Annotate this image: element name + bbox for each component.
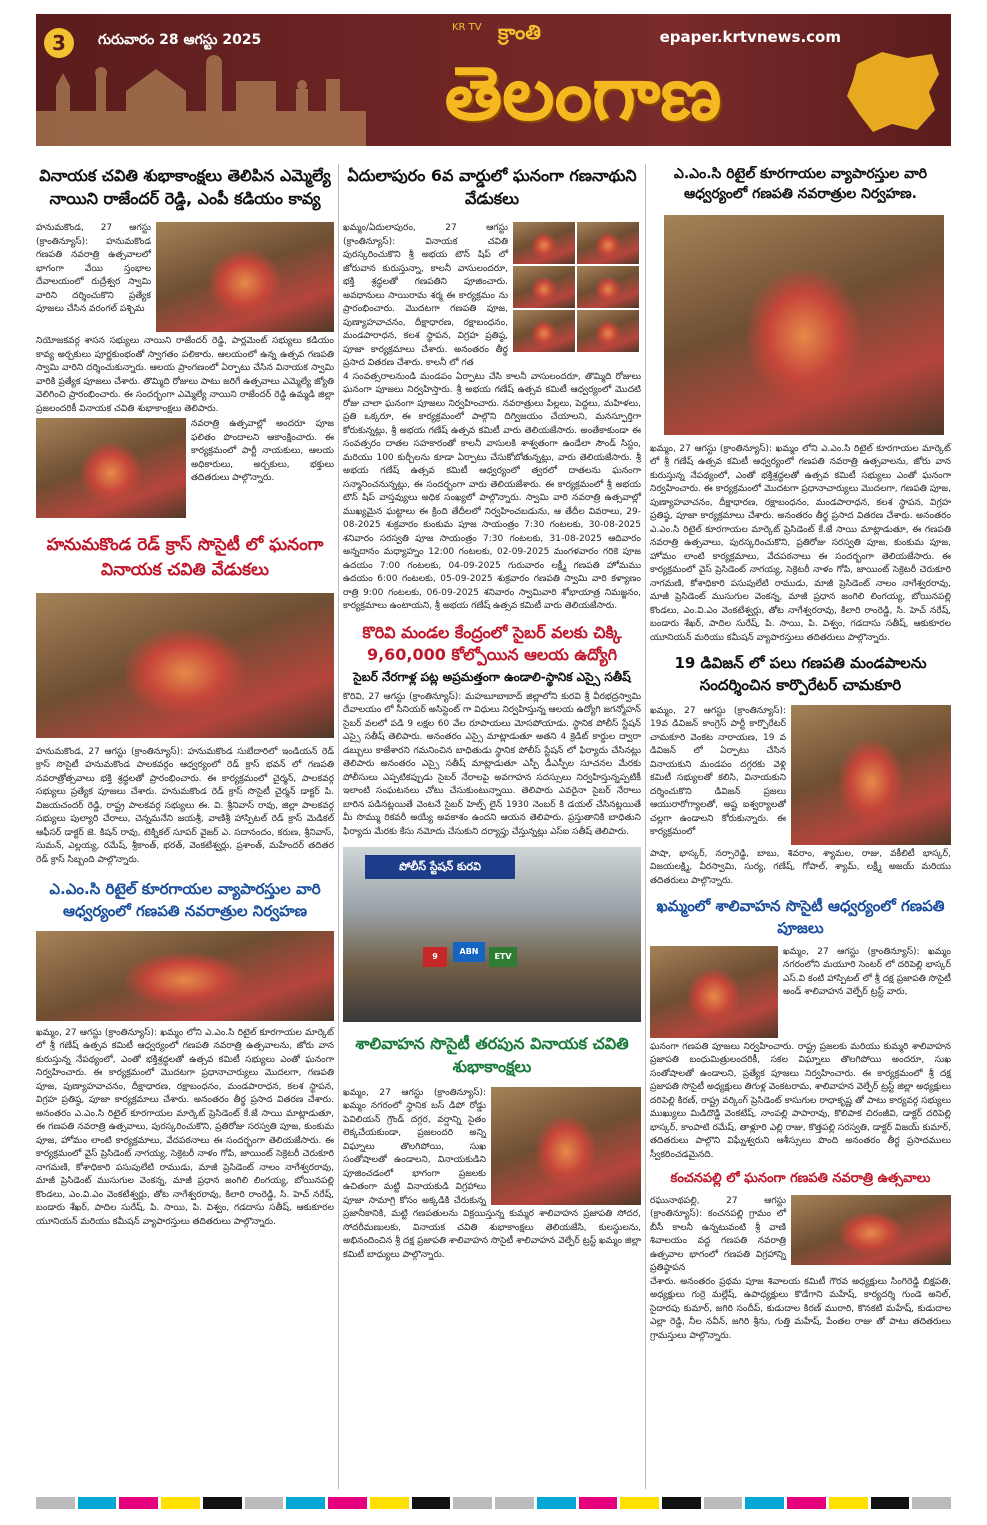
color-swatch xyxy=(912,1497,951,1509)
color-swatch xyxy=(370,1497,409,1509)
article-red-cross xyxy=(36,533,334,867)
article-amc-market-col3 xyxy=(650,164,951,645)
color-swatch xyxy=(203,1497,242,1509)
brand-kranthi: క్రాంతి xyxy=(498,20,541,44)
column-divider-2 xyxy=(645,164,646,1489)
headline-amc-market-col3: ఎ.ఎం.సి రిటైల్ కూరగాయల వ్యాపారస్తుల వారి ఆధ్వర్యంలో గణపతి నవరాత్రుల నిర్వహణ. xyxy=(673,166,928,203)
column-1 xyxy=(36,164,334,1229)
headline-edulapuram: ఏదులాపురం 6వ వార్డులో ఘనంగా గణనాథుని వేడుకలు xyxy=(347,166,637,209)
color-swatch xyxy=(495,1497,534,1509)
body-amc-market-col3: ఖమ్మం, 27 ఆగస్టు (క్రాంతిన్యూస్): ఖమ్మం లోని ఎ.ఎం.సి రిటైల్ కూరగాయల మార్కెట్ లో శ్రీ గణేష్ ఉత్సవ కమిటీ ఆధ్వర్యంలో గణపతి నవరాత్రి ఉత్సవాలను, జోరు వాన కురుస్తున్న నేపథ్యంలో, ఎంతో భక్తిశ్రద్ధలతో ఉత్సవ కమిటీ సభ్యులు ఎంతో ఘనంగా నిర్వహించారు. ఈ కార్యక్రమంలో మొదటగా ప్రధానాచార్యులు మొదలగా, గణపతి పూజ, పుణ్యాహవాచనం, దీక్షాధారణ, రక్షాబంధనం, మండపారాధన, కలశ స్థాపన, విగ్రహ ప్రతిష్ఠ, పూజా కార్యక్రమాలు చేశారు. అనంతరం తీర్థ ప్రసాద వితరణ చేశారు. అనంతరం ఎ.ఎం.సి రిటైల్ కూరగాయల మార్కెట్ ప్రెసిడెంట్ కే.జే సాయి మాట్లాడుతూ, ఈ గణపతి నవరాత్రి ఉత్సవాలు, పురస్కరించుకొని, ప్రతిరోజు సరస్వతి పూజ, కుంకుమ పూజ, హోమం లాంటి కార్యక్రమాలు, వేదపఠనాలు ఈ సందర్భంగా తెలియజేసారు. ఈ కార్యక్రమంలో వైస్ ప్రెసిడెంట్ నాగయ్య, సెక్రెటరీ నాళం గోపి, జాయింట్ సెక్రెటరీ చెరుకూరి నాగమణి, కోశాధికారి పసుపులేటి రాముడు, మాజీ ప్రెసిడెంట్ నాలం నాగేశ్వరరావు, మాజీ ప్రెసిడెంట్ ముసుగుల వెంకన్న, మాజీ ప్రధాన జంగిలి లింగయ్య, బోయినపల్లి కొండలు, ఎం.వి.ఎం వెంకటేశ్వర్లు, తోట నాగేశ్వరరావు, కిలారి రాంరెడ్డి, సి. హెచ్ నరేష్, బండారు శేఖర్, పాదిల సురేష్, పి. సాయి, పి. విశ్వం, గడదాసు సతీష్, ఆకుకూరల యూనియన్ మరియు కమీషన్ వ్యాపారస్తులు తదితరులు పాల్గొన్నారు. xyxy=(650,443,951,643)
color-swatch xyxy=(787,1497,826,1509)
body-edulapuram-2: 4 సంవత్సరాలనుండి మండపం ఏర్పాటు చేసి కాలనీ వాసులందరూ, తొమ్మిది రోజులు ఘనంగా పూజలు నిర్వహిస్తారు. శ్రీ అభయ గణేష్ ఉత్సవ కమిటీ ఆధ్వర్యంలో మొదటి రోజు చాలా ఘనంగా పూజలు నిర్వహించారు. నవరాత్రులు పిల్లలు, పెద్దలు, మహిళలు, ప్రతి ఒక్కరూ, ఈ కార్యక్రమంలో పాల్గొని దిగ్విజయం చేయాలని, మనస్ఫూర్తిగా కోరుకున్నట్లు, శ్రీ అభయ గణేష్ ఉత్సవ కమిటీ వారు తెలియజేసారు. అంతేకాకుండా ఈ సంవత్సరం దాతల సహకారంతో కాలనీ వాసులకి శాశ్వతంగా ఉండేలా సౌండ్ సిస్టం, మరియు 100 కుర్చీలను కూడా ఏర్పాటు చేసుకోబోతున్నట్లు, వారు తెలియజేసారు. శ్రీ అభయ గణేష్ ఉత్సవ కమిటీ ఆధ్వర్యంలో త్వరలో దాతలను ఘనంగా సన్మానించనున్నట్లు, ఈ సందర్భంగా వారు తెలియజేశారు. ఈ కార్యక్రమంలో శ్రీ అభయ టౌన్ షిప్ వాస్తవ్యులు అధిక సంఖ్యలో పాల్గొన్నారు. స్వామి వారి నవరాత్రి ఉత్సవాల్లో ముఖ్యమైన ఘట్టాలు ఈ క్రింది తేదీలలో నిర్వహించబడును, ఆ తేదీల వివరాలు, 29-08-2025 శుక్రవారం కుంకుమ పూజ సాయంత్రం 7:30 గంటలకు, 30-08-2025 శనివారం సరస్వతి పూజ సాయంత్రం 7:30 గంటలకు, 31-08-2025 ఆదివారం అన్నదానం మధ్యాహ్నం 12:00 గంటలకు, 02-09-2025 మంగళవారం గరికె పూజ ఉదయం 7:00 గంటలకు, 04-09-2025 గురువారం లక్ష్మీ గణపతి హోమము ఉదయం 6:00 గంటలకు, 05-09-2025 శుక్రవారం గణపతి స్వామి వారి కళ్యాణం రాత్రి 9:00 గంటలకు, 06-09-2025 శనివారం స్వామివారి శోభాయాత్ర నిమజ్జనం, కార్యక్రమాలు ఉంటాయని, శ్రీ అభయ గణేష్ ఉత్సవ కమిటీ వారు తెలియజేసారు. xyxy=(343,371,641,612)
photo-mla-puja xyxy=(36,418,186,518)
photo-edulapuram-5 xyxy=(513,310,575,352)
body-red-cross: హనుమకొండ, 27 ఆగస్టు (క్రాంతిన్యూస్): హనుమకొండ సుబేదారిలో ఇండియన్ రెడ్ క్రాస్ సొసైటీ హనుమకొండ పాలకవర్గం ఆధ్వర్యంలో రెడ్ క్రాస్ భవన్ లో గణపతి నవరాత్రోత్సవాలు భక్తి శ్రద్ధలతో ప్రారంభించారు. ఈ కార్యక్రమంలో చైర్మన్, పాలకవర్గ సభ్యులు ప్రత్యేక పూజలు చేశారు. హనుమకొండ రెడ్ క్రాస్ సొసైటీ చైర్మన్ డాక్టర్ పి. విజయచందర్ రెడ్డి, రాష్ట్ర పాలకవర్గ సభ్యులు ఈ. వి. శ్రీనివాస్ రావు, జిల్లా పాలకవర్గ సభ్యులు పుల్యారి చేరాలు, చెన్నమనేని జయశ్రీ, వాణిశ్రీ హాస్పిటల్ రెడ్ క్రాస్ మెడికల్ ఆఫీసర్ డాక్టర్ జె. కిషన్ రావు, టెక్నికల్ సూపర్ వైజర్ ఎ. సదానందం, కరుణ, శ్రీనివాస్, సుమన్, ఎల్లయ్య, రమేష్, శ్రీకాంత్, భరత్, వెంకటేశ్వర్లు, ప్రశాంత్, మహేందర్ తదితర రెడ్ క్రాస్ సిబ్బంది పాల్గొన్నారు. xyxy=(36,746,334,865)
color-swatch xyxy=(453,1497,492,1509)
masthead-title: తెలంగాణ xyxy=(444,51,722,137)
color-swatch xyxy=(36,1497,75,1509)
body-shalivahana-greetings: ఖమ్మం, 27 ఆగస్టు (క్రాంతిన్యూస్): ఖమ్మం నగరంలో స్థానిక బస్ డిపో రోడ్డు పెవిలియన్ గ్రౌండ్ దగ్గర, వర్షాన్ని సైతం లెక్కచేయకుండా, ప్రజలందరి అన్ని విఘ్నాలు తొలగిపోయి, సుఖ సంతోషాలతో ఉండాలని, వినాయకుడిని పూజించడంలో భాగంగా ప్రజలకు ఉచితంగా మట్టి వినాయకుడి విగ్రహాలు పూజా సామాగ్రి కోసం అక్కడికి చేరుకున్న ప్రజానీకానికి, మట్టి గణపతులను విక్రయిస్తున్న కుమ్మర శాలివాహన ప్రజాపతి సోదర, సోదరీమణులకు, వినాయక చవితి శుభాకాంక్షలు తెలియజేసి, కులస్థులను, అభినందించిన శ్రీ దక్ష ప్రజాపతి శాలివాహన సొసైటీ శాలివాహన వెల్ఫేర్ ట్రస్ట్ ఖమ్మం జిల్లా కమిటీ బాధ్యులు పాల్గొన్నారు. xyxy=(343,1087,641,1260)
body-kanchanapalli-2: చేశారు. అనంతరం ప్రథమ పూజ శివాలయ కమిటీ గౌరవ అధ్యక్షులు సింగిరెడ్డి బిక్షపతి, అధ్యక్షులు గుర్రె మల్లేష్, ఉపాధ్యక్షులు కొడేగాని మహేష్, కార్యదర్శి గుండె అనిల్, సైదారపు కుమార్, జగిరి సందీప్, కుడుదాల కిరణ్ మురారి, కొనకటి మహేష్, కుడుదాల ఎల్లా రెడ్డి, నీల నవీన్, జగిరి శ్రీను, గుత్తి మహేష్, పేంతల రాజు తో పాటు తదితరులు గ్రామస్తులు పాల్గొన్నారు. xyxy=(650,1276,951,1341)
police-station-sign: పోలీస్ స్టేషన్ కురవి xyxy=(365,855,515,879)
body-corporator-visit-2: పాషా, భాస్కర్, నర్సారెడ్డి, బాబు, శివరాం, శ్యామల, రాజు, వకీలిటీ భాస్కర్, విజయలక్ష్మి, వీరస్వామి, సుర్య, గణేష్, గోపాల్, శ్యామ్, లక్ష్మీ అజయ్ మరియు తదితరులు పాల్గొన్నారు. xyxy=(650,848,951,886)
headline-kanchanapalli: కంచనపల్లి లో ఘనంగా గణపతి నవరాత్రి ఉత్సవాలు xyxy=(670,1171,931,1187)
body-corporator-visit-1: ఖమ్మం, 27 ఆగస్టు (క్రాంతిన్యూస్): 19వ డివిజన్ కాంగ్రెస్ పార్టీ కార్పొరేటర్ చామకూరి వెంకట నారాయణ, 19 వ డివిజన్ లో ఏర్పాటు చేసిన వినాయకుని మండపం దగ్గరకు వెళ్లి కమిటీ సభ్యులతో కలిసి, వినాయకుని దర్శించుకొని డివిజన్ ప్రజలు ఆయురారోగ్యాలతో, అష్ట ఐశ్వర్యాలతో చల్లగా ఉండాలని కోరుకున్నారు. ఈ కార్యక్రమంలో xyxy=(650,705,786,838)
masthead xyxy=(36,14,951,146)
brand-krtv: KR TV xyxy=(452,22,482,33)
body-amc-market-col1: ఖమ్మం, 27 ఆగస్టు (క్రాంతిన్యూస్): ఖమ్మం లోని ఎ.ఎం.సి రిటైల్ కూరగాయల మార్కెట్ లో శ్రీ గణేష్ ఉత్సవ కమిటీ ఆధ్వర్యంలో గణపతి నవరాత్రి ఉత్సవాలను, జోరు వాన కురుస్తున్న నేపథ్యంలో, ఎంతో భక్తిశ్రద్ధలతో ఉత్సవ కమిటీ సభ్యులు ఎంతో ఘనంగా నిర్వహించారు. ఈ కార్యక్రమంలో మొదటగా ప్రధానాచార్యులు మొదలగా, గణపతి పూజ, పుణ్యాహవాచనం, దీక్షాధారణ, రక్షాబంధనం, మండపారాధన, కలశ స్థాపన, విగ్రహ ప్రతిష్ఠ, పూజా కార్యక్రమాలు చేశారు. అనంతరం తీర్థ ప్రసాద వితరణ చేశారు. అనంతరం ఎ.ఎం.సి రిటైల్ కూరగాయల మార్కెట్ ప్రెసిడెంట్ కే.జే సాయి మాట్లాడుతూ, ఈ గణపతి నవరాత్రి ఉత్సవాలు, పురస్కరించుకొని, ప్రతిరోజు సరస్వతి పూజ, కుంకుమ పూజ, హోమం లాంటి కార్యక్రమాలు, వేదపఠనాలు ఈ సందర్భంగా తెలియజేసారు. ఈ కార్యక్రమంలో వైస్ ప్రెసిడెంట్ నాగయ్య, సెక్రెటరీ నాళం గోపి, జాయింట్ సెక్రెటరీ చెరుకూరి నాగమణి, కోశాధికారి పసుపులేటి రాముడు, మాజీ ప్రెసిడెంట్ నాలం నాగేశ్వరరావు, మాజీ ప్రెసిడెంట్ ముసుగుల వెంకన్న, మాజీ ప్రధాన జంగిలి లింగయ్య, బోయినపల్లి కొండలు, ఎం.వి.ఎం వెంకటేశ్వర్లు, తోట నాగేశ్వరరావు, కిలారి రాంరెడ్డి, సి. హెచ్ నరేష్, బండారు శేఖర్, పాదిల సురేష్, పి. సాయి, పి. విశ్వం, గడదాసు సతీష్, ఆకుకూరల యూనియన్ మరియు కమీషన్ వ్యాపారస్తులు తదితరులు పాల్గొన్నారు. xyxy=(36,1027,334,1227)
photo-shalivahana-greetings xyxy=(491,1087,641,1205)
body-cyber-fraud: కొరివి, 27 ఆగస్టు (క్రాంతిన్యూస్): మహబూబాబాద్ జిల్లాలోని కురవి శ్రీ వీరభద్రస్వామి దేవాలయం లో సీనియర్ అసిస్టెంట్ గా విధులు నిర్వహిస్తున్న ఆలయ ఉద్యోగి జగన్మోహన్ సైబర్ వలలో పడి 9 లక్షల 60 వేల రూపాయలు మోసపోయాడు. స్థానిక పోలీస్ స్టేషన్ ఎస్సై సతీష్ తెలిపారు. అనంతరం ఎస్సై మాట్లాడుతూ అతని 4 క్రెడిట్ కార్డుల ద్వారా డబ్బులు కాజేశారని గమనించిన బాధితుడు స్థానిక పోలీస్ స్టేషన్ లో ఫిర్యాదు చేసినట్లు తెలిపారు అనంతరం ఎస్సై సతీష్ మాట్లాడుతూ ఎస్పీ డీఎస్పీల సూచనల మేరకు పోలీసులు ఎప్పటికప్పుడు సైబర్ నేరాలపై అవగాహన సదస్సులు నిర్వహిస్తున్నప్పటికీ ఇలాంటి సంఘటనలు చోటు చేసుకుంటున్నాయి. తెలిపారు ఎవరైనా సైబర్ నేరాలు బారిన పడినట్లయితే వెంటనే సైబర్ హెల్ప్ లైన్ 1930 నెంబర్ కి డయల్ చేసినట్లయితే మీ సొమ్ము రికవరీ అయ్యే అవకాశం ఉందని ఆయన తెలిపారు. ప్రస్తుతానికి బాధితుని ఫిర్యాదు మేరకు కేసు నమోదు చేసుకుని దర్యాప్తు చేస్తున్నట్లు ఎస్ఐ సతీష్ తెలిపారు. xyxy=(343,691,641,837)
photo-amc-market-col1 xyxy=(36,931,334,1021)
photo-edulapuram-3 xyxy=(513,266,575,308)
monument-skyline-icon xyxy=(36,51,366,146)
article-amc-market-col1 xyxy=(36,879,334,1229)
color-swatch xyxy=(704,1497,743,1509)
body-mla-greetings-3: నవరాత్రి ఉత్సవాల్లో అందరూ పూజ ఫలితం పొందాలని ఆకాంక్షించారు. ఈ కార్యక్రమంలో పార్టీ నాయకులు, ఆలయ అధికారులు, అర్చకులు, భక్తులు తదితరులు పాల్గొన్నారు. xyxy=(191,419,334,484)
photo-red-cross xyxy=(36,593,334,738)
photo-kanchanapalli xyxy=(791,1195,951,1265)
color-swatch xyxy=(537,1497,576,1509)
headline-shalivahana-puja: ఖమ్మంలో శాలివాహన సొసైటీ ఆధ్వర్యంలో గణపతి పూజలు xyxy=(656,897,945,937)
article-cyber-fraud xyxy=(343,622,641,1022)
photo-grid-edulapuram xyxy=(513,222,641,354)
mic-label-2: ETV xyxy=(489,947,517,967)
article-corporator-visit xyxy=(650,653,951,888)
color-swatch xyxy=(579,1497,618,1509)
body-mla-greetings-1: హనుమకొండ, 27 ఆగస్టు (క్రాంతిన్యూస్): హనుమకొండ గణపతి నవరాత్రి ఉత్సవాలలో భాగంగా వేయి స్తంభాల దేవాలయంలో రుద్రేశ్వర స్వామి వారిని దర్శించుకొని ప్రత్యేక పూజలు చేసిన వరంగల్ పశ్చిమ xyxy=(36,223,151,315)
article-shalivahana-puja xyxy=(650,896,951,1162)
photo-edulapuram-6 xyxy=(577,310,639,352)
column-3 xyxy=(650,164,951,1343)
body-mla-greetings-2: నియోజకవర్గ శాసన సభ్యులు నాయిని రాజేందర్ రెడ్డి, పార్లమెంట్ సభ్యులు కడియం కావ్య అర్చకులు పూర్ణకుంభంతో స్వాగతం పలికారు. ఆలయంలో ఉన్న ఉత్సవ గణపతి స్వామి వారిని దర్శించుకున్నారు. ఆలయ ప్రాంగణంలో ఏర్పాటు చేసిన వినాయక స్వామి వారికి ప్రత్యేక పూజలు చేశారు. తొమ్మిది రోజులు పాటు జరిగే ఉత్సవాలు ఎమ్మెల్యే జ్యోతి వెలిగించి ప్రారంభించారు. ఈ సందర్భంగా ఎమ్మెల్యే నాయిని రాజేందర్ రెడ్డి ఉమ్మడి జిల్లా ప్రజలందరికీ వినాయక చవితి శుభాకాంక్షలు తెలిపారు. xyxy=(36,336,334,414)
color-swatch xyxy=(78,1497,117,1509)
column-divider-1 xyxy=(338,164,339,1489)
color-swatch xyxy=(286,1497,325,1509)
page-number: 3 xyxy=(44,28,74,58)
telangana-map-icon xyxy=(837,44,947,139)
headline-cyber-fraud: కొరివి మండల కేంద్రంలో సైబర్ వలకు చిక్కి 9,60,000 కోల్పోయిన ఆలయ ఉద్యోగి xyxy=(362,622,622,665)
photo-shalivahana-puja xyxy=(650,946,778,1038)
body-shalivahana-puja-1: ఖమ్మం, 27 ఆగస్టు (క్రాంతిన్యూస్): ఖమ్మం నగరంలోని మయూరి సెంటర్ లో దరిపెల్లి భాస్కర్ ఎస్.వి కంటి హాస్పిటల్ లో శ్రీ దక్ష ప్రజాపతి సొసైటీ అండ్ శాలివాహన వెల్ఫేర్ ట్రస్ట్ వారు, xyxy=(783,946,951,998)
headline-red-cross: హనుమకొండ రెడ్ క్రాస్ సొసైటీ లో ఘనంగా వినాయక చవితి వేడుకలు xyxy=(46,535,324,581)
color-swatch xyxy=(412,1497,451,1509)
headline-shalivahana-greetings: శాలివాహన సొసైటీ తరపున వినాయక చవితి శుభాకాంక్షలు xyxy=(355,1034,629,1077)
headline-amc-market-col1: ఎ.ఎం.సి రిటైల్ కూరగాయల వ్యాపారస్తుల వారి ఆధ్వర్యంలో గణపతి నవరాత్రుల నిర్వహణ xyxy=(49,880,321,920)
photo-corporator-visit xyxy=(791,705,951,845)
photo-amc-market-col3 xyxy=(664,215,944,435)
issue-date: గురువారం 28 ఆగస్టు 2025 xyxy=(98,32,262,48)
article-kanchanapalli xyxy=(650,1170,951,1343)
registration-color-bar xyxy=(36,1497,951,1509)
mic-label-1: ABN xyxy=(453,942,485,962)
color-swatch xyxy=(620,1497,659,1509)
headline-corporator-visit: 19 డివిజన్ లో పలు గణపతి మండపాలను సందర్శించిన కార్పొరేటర్ చామకూరి xyxy=(674,654,927,694)
photo-edulapuram-1 xyxy=(513,222,575,264)
color-swatch xyxy=(119,1497,158,1509)
color-swatch xyxy=(161,1497,200,1509)
epaper-url[interactable]: epaper.krtvnews.com xyxy=(659,28,841,46)
photo-edulapuram-4 xyxy=(577,266,639,308)
article-shalivahana-greetings xyxy=(343,1032,641,1262)
color-swatch xyxy=(871,1497,910,1509)
photo-police-station xyxy=(343,847,641,1022)
photo-mla-temple xyxy=(156,222,334,332)
article-edulapuram xyxy=(343,164,641,614)
column-2 xyxy=(343,164,641,1262)
photo-edulapuram-2 xyxy=(577,222,639,264)
color-swatch xyxy=(245,1497,284,1509)
body-kanchanapalli-1: రఘునాథపల్లి, 27 ఆగస్టు (క్రాంతిన్యూస్): కంచనపల్లి గ్రామం లో బీసీ కాలనీ ఉన్నటువంటి శ్రీ వాణి శివాలయం వద్ద గణపతి నవరాత్రి ఉత్సవాల భాగంలో గణపతి విగ్రహాన్ని ప్రతిష్ఠాపన xyxy=(650,1195,786,1274)
article-mla-greetings xyxy=(36,164,334,521)
body-shalivahana-puja-2: ఘనంగా గణపతి పూజలు నిర్వహించారు. రాష్ట్ర ప్రజలకు మరియు కుమ్మరి శాలివాహన ప్రజాపతి బంధుమిత్రులందరికీ, సకల విఘ్నాలు తొలగిపోయి అందరూ, సుఖ సంతోషాలతో ఉండాలని, ప్రత్యేక పూజలు నిర్వహించారు. ఈ కార్యక్రమంలో శ్రీ దక్ష ప్రజాపతి సొసైటీ అధ్యక్షులు తిగుళ్ల వెంకటరామ, శాలివాహన వెల్ఫేర్ ట్రస్ట్ జిల్లా అధ్యక్షులు దరిపెల్లి కిరణ్, రాష్ట్ర వర్కింగ్ ప్రెసిడెంట్ కాసుగుల రాధాకృష్ణ తో పాటు కార్యవర్గ సభ్యులు ముఖ్యులు మిడిదొడ్డి వెంకటేష్, నాంపల్లి పాపారావు, కొలిపాక చిరంజీవి, డాక్టర్ దరిపెల్లి భాస్కర్, కాంపాటి రమేష్, తాళ్లూరి ఎల్లి రాజు, కొత్తపల్లి సరస్వతి, డాక్టర్ విజయ్ కుమార్, తదితరులు పాల్గొని విఘ్నేశ్వరుని ఆశీస్సులు పొంది అనంతరం తీర్థ ప్రసాదములు స్వీకరించడమైనది. xyxy=(650,1041,952,1160)
subhead-cyber-fraud: సైబర్ నేరగాళ్ల పట్ల అప్రమత్తంగా ఉండాలి-స్థానిక ఎస్సై సతీష్ xyxy=(353,669,631,684)
body-edulapuram-1: ఖమ్మం/ఏదులాపురం, 27 ఆగస్టు (క్రాంతిన్యూస్): వినాయక చవితి పురస్కరించుకొని శ్రీ అభయ టౌన్ షిప్ లో జోరువాన కురుస్తున్నా, కాలనీ వాసులందరూ, భక్తి శ్రద్ధలతో గణపతిని పూజించారు. అవధానులు సాయిరామ శర్మ ఈ కార్యక్రమం ను ప్రారంభించారు. మొదటగా గణపతి పూజ, పుణ్యాహవాచనం, దీక్షాధారణ, రక్షాబంధనం, మండపారాధన, కలశ స్థాపన, విగ్రహ ప్రతిష్ఠ, పూజా కార్యక్రమాలు చేశారు. అనంతరం తీర్థ ప్రసాద వితరణ చేశారు. కాలనీ లో గత xyxy=(343,223,508,369)
color-swatch xyxy=(662,1497,701,1509)
color-swatch xyxy=(328,1497,367,1509)
headline-mla-greetings: వినాయక చవితి శుభాకాంక్షలు తెలిపిన ఎమ్మెల్యే నాయిని రాజేందర్ రెడ్డి, ఎంపీ కడియం కావ్య xyxy=(39,166,331,209)
color-swatch xyxy=(745,1497,784,1509)
mic-label-3: 9 xyxy=(423,947,447,967)
color-swatch xyxy=(829,1497,868,1509)
